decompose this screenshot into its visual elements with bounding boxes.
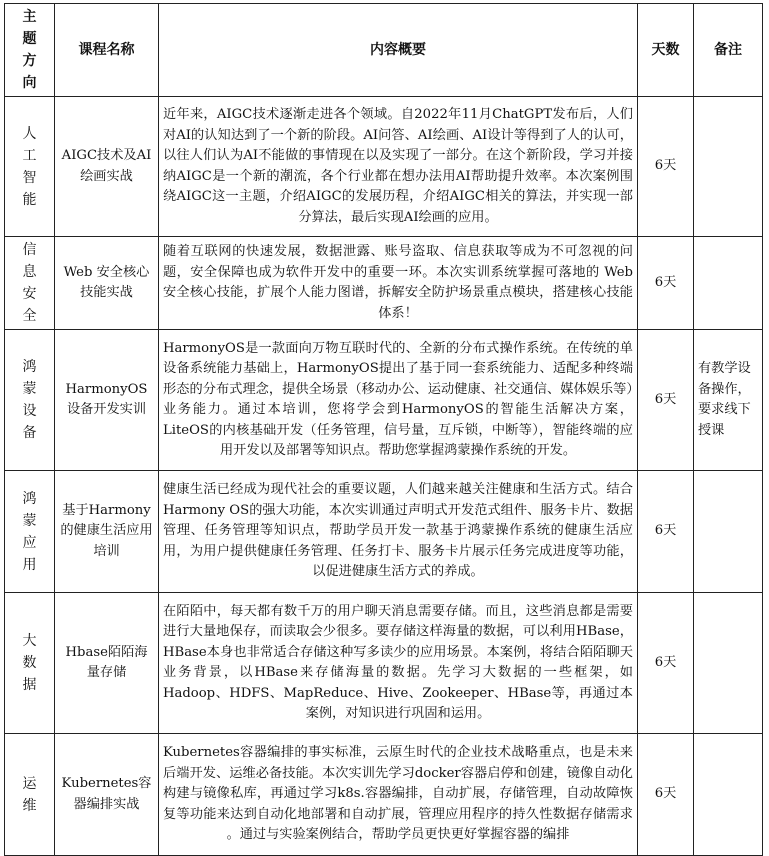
table-row	[5, 471, 763, 593]
header-note: 备注	[694, 4, 763, 97]
table-row	[5, 237, 763, 330]
topic-cell: 大数据	[5, 593, 55, 734]
course-name-cell: 基于Harmony的健康生活应用培训	[55, 471, 159, 593]
header-row	[5, 4, 763, 97]
header-topic: 主题方向	[5, 4, 55, 97]
summary-cell: 在陌陌中，每天都有数千万的用户聊天消息需要存储。而且，这些消息都是需要进行大量地保存，而读取会少很多。要存储这样海量的数据，可以利用HBase，HBase本身也非常适合存储这种写多读少的应用场景。本案例，将结合陌陌聊天业务背景，以HBase来存储海量的数据。先学习大数据的一些框架，如Hadoop、HDFS、MapReduce、Hive、Zookeeper、HBase等，再通过本案例，对知识进行巩固和运用。	[159, 593, 638, 734]
header-summary: 内容概要	[159, 4, 638, 97]
table-row	[5, 97, 763, 237]
summary-cell: 健康生活已经成为现代社会的重要议题，人们越来越关注健康和生活方式。结合Harmony OS的强大功能，本次实训通过声明式开发范式组件、服务卡片、数据管理、任务管理等知识点，帮助学员开发一款基于鸿蒙操作系统的健康生活应用，为用户提供健康任务管理、任务打卡、服务卡片展示任务完成进度等功能，以促进健康生活方式的养成。	[159, 471, 638, 593]
course-table	[4, 3, 763, 856]
days-cell: 6天	[638, 237, 694, 330]
summary-cell: 近年来，AIGC技术逐渐走进各个领域。自2022年11月ChatGPT发布后，人们对AI的认知达到了一个新的阶段。AI问答、AI绘画、AI设计等得到了人的认可，以往人们认为AI不能做的事情现在以及实现了一部分。在这个新阶段，学习并接纳AIGC是一个新的潮流，各个行业都在想办法用AI帮助提升效率。本次案例围绕AIGC这一主题，介绍AIGC的发展历程，介绍AIGC相关的算法，并实现一部分算法，最后实现AI绘画的应用。	[159, 97, 638, 237]
course-name-cell: HarmonyOS设备开发实训	[55, 330, 159, 471]
note-cell	[694, 97, 763, 237]
table-row	[5, 734, 763, 856]
summary-cell: 随着互联网的快速发展，数据泄露、账号盗取、信息获取等成为不可忽视的问题，安全保障也成为软件开发中的重要一环。本次实训系统掌握可落地的 Web 安全核心技能，扩展个人能力图谱，拆解安全防护场景重点模块，搭建核心技能体系！	[159, 237, 638, 330]
topic-cell: 运维	[5, 734, 55, 856]
course-name-cell: Kubernetes容器编排实战	[55, 734, 159, 856]
note-cell	[694, 471, 763, 593]
days-cell: 6天	[638, 734, 694, 856]
course-name-cell: AIGC技术及AI绘画实战	[55, 97, 159, 237]
summary-cell: Kubernetes容器编排的事实标准，云原生时代的企业技术战略重点，也是未来后端开发、运维必备技能。本次实训先学习docker容器启停和创建，镜像自动化构建与镜像私库，再通过学习k8s.容器编排，自动扩展，存储管理，自动故障恢复等功能来达到自动化地部署和自动扩展，管理应用程序的持久性数据存储需求 。通过与实验案例结合，帮助学员更快更好掌握容器的编排	[159, 734, 638, 856]
note-cell	[694, 734, 763, 856]
topic-cell: 人工智能	[5, 97, 55, 237]
note-cell	[694, 593, 763, 734]
topic-cell: 鸿蒙设备	[5, 330, 55, 471]
table-row	[5, 330, 763, 471]
topic-cell: 信息安全	[5, 237, 55, 330]
note-cell: 有教学设备操作，要求线下授课	[694, 330, 763, 471]
summary-cell: HarmonyOS是一款面向万物互联时代的、全新的分布式操作系统。在传统的单设备系统能力基础上，HarmonyOS提出了基于同一套系统能力、适配多种终端形态的分布式理念，提供全场景（移动办公、运动健康、社交通信、媒体娱乐等）业务能力。通过本培训，您将学会到HarmonyOS的智能生活解决方案，LiteOS的内核基础开发（任务管理，信号量，互斥锁，中断等），智能终端的应用开发以及部署等知识点。帮助您掌握鸿蒙操作系统的开发。	[159, 330, 638, 471]
days-cell: 6天	[638, 97, 694, 237]
days-cell: 6天	[638, 471, 694, 593]
course-name-cell: Web 安全核心技能实战	[55, 237, 159, 330]
topic-cell: 鸿蒙应用	[5, 471, 55, 593]
table-row	[5, 593, 763, 734]
course-name-cell: Hbase陌陌海量存储	[55, 593, 159, 734]
note-cell	[694, 237, 763, 330]
header-course: 课程名称	[55, 4, 159, 97]
days-cell: 6天	[638, 593, 694, 734]
days-cell: 6天	[638, 330, 694, 471]
header-days: 天数	[638, 4, 694, 97]
